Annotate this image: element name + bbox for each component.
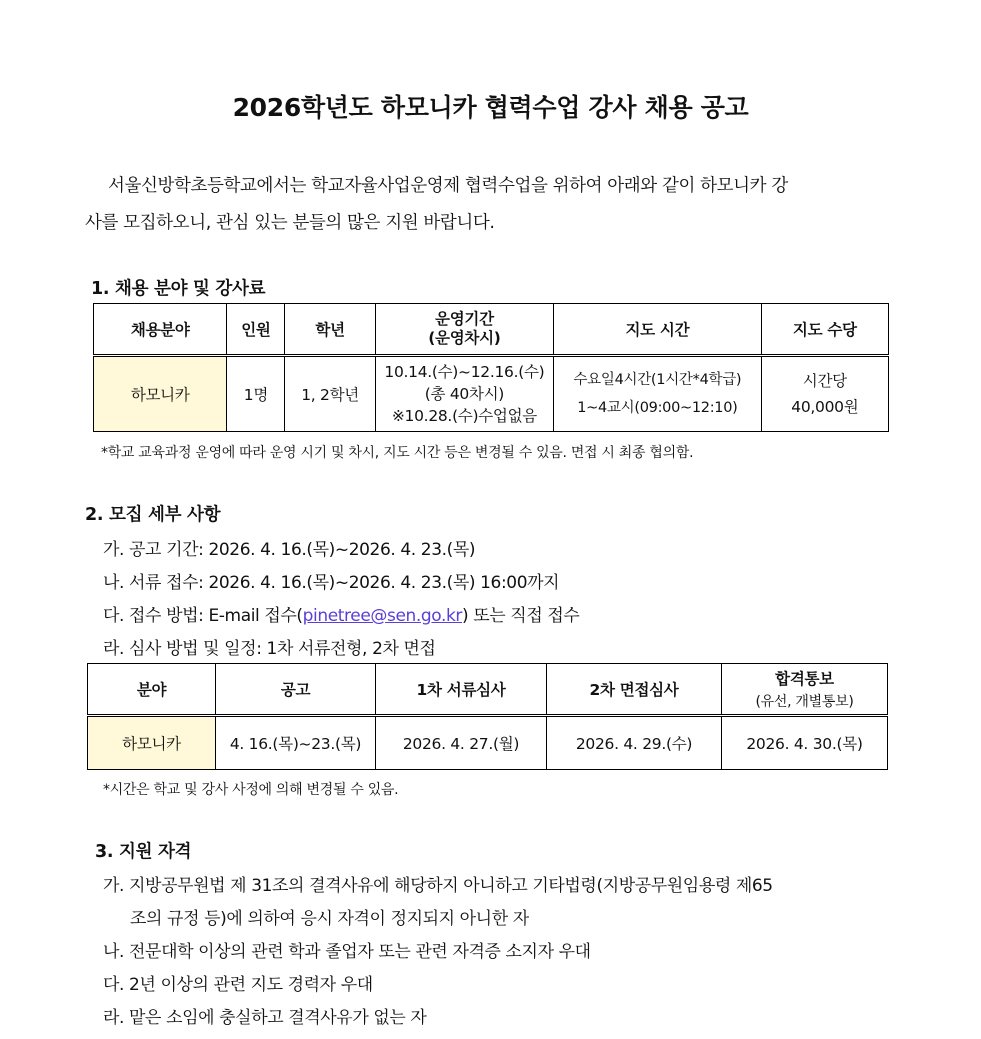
section-2-item-a: 가. 공고 기간: 2026. 4. 16.(목)~2026. 4. 23.(목) <box>103 540 476 560</box>
cell-result: 2026. 4. 30.(목) <box>722 716 888 770</box>
cell-count: 1명 <box>227 356 285 432</box>
cell-time-line2: 1~4교시(09:00~12:10) <box>577 400 738 416</box>
header-result-sub: (유선, 개별통보) <box>755 694 854 710</box>
section-3-heading: 3. 지원 자격 <box>95 842 192 862</box>
header-field: 분야 <box>88 664 216 716</box>
cell-interview: 2026. 4. 29.(수) <box>547 716 722 770</box>
cell-period <box>375 356 553 432</box>
header-grade: 학년 <box>285 304 375 356</box>
table-row <box>88 716 888 770</box>
cell-notice: 4. 16.(목)~23.(목) <box>216 716 376 770</box>
cell-field: 하모니카 <box>88 716 216 770</box>
table-header-row <box>88 664 888 716</box>
section-3-item-a-line2: 조의 규정 등)에 의하여 응시 자격이 정지되지 아니한 자 <box>130 909 529 929</box>
intro-line-1: 서울신방학초등학교에서는 학교자율사업운영제 협력수업을 위하여 아래와 같이 하모니카 강 <box>108 176 788 196</box>
cell-period-line1: 10.14.(수)~12.16.(수) <box>384 363 545 381</box>
cell-period-line3: ※10.28.(수)수업없음 <box>391 407 537 425</box>
header-pay: 지도 수당 <box>761 304 888 356</box>
email-link[interactable]: pinetree@sen.go.kr <box>302 606 463 626</box>
cell-field: 하모니카 <box>94 356 227 432</box>
cell-pay-line2: 40,000원 <box>791 398 859 416</box>
header-period <box>375 304 553 356</box>
table-row <box>94 356 889 432</box>
section-2-item-c <box>103 601 579 626</box>
header-interview: 2차 면접심사 <box>547 664 722 716</box>
table-header-row <box>94 304 889 356</box>
recruit-field-table <box>93 303 889 432</box>
section-2-item-d: 라. 심사 방법 및 일정: 1차 서류전형, 2차 면접 <box>103 639 436 659</box>
header-doc-review: 1차 서류심사 <box>376 664 547 716</box>
header-period-line1: 운영기간 <box>435 310 494 328</box>
cell-grade: 1, 2학년 <box>285 356 375 432</box>
cell-time <box>554 356 762 432</box>
item-c-prefix: 다. 접수 방법: E-mail 접수( <box>103 606 303 626</box>
item-c-suffix: ) 또는 직접 접수 <box>462 606 580 626</box>
header-notice: 공고 <box>216 664 376 716</box>
header-result-label: 합격통보 <box>775 670 834 688</box>
section-3-item-d: 라. 맡은 소임에 충실하고 결격사유가 없는 자 <box>103 1008 427 1028</box>
header-period-line2: (운영차시) <box>428 329 501 347</box>
cell-pay-line1: 시간당 <box>802 372 847 390</box>
section-2-item-b: 나. 서류 접수: 2026. 4. 16.(목)~2026. 4. 23.(목) 16:00까지 <box>103 573 560 593</box>
header-field: 채용분야 <box>94 304 227 356</box>
section-1-note: *학교 교육과정 운영에 따라 운영 시기 및 차시, 지도 시간 등은 변경될 수 있음. 면접 시 최종 협의함. <box>101 445 694 461</box>
cell-doc-review: 2026. 4. 27.(월) <box>376 716 547 770</box>
intro-line-2: 사를 모집하오니, 관심 있는 분들의 많은 지원 바랍니다. <box>85 213 495 233</box>
cell-period-line2: (총 40차시) <box>424 385 505 403</box>
section-1-heading: 1. 채용 분야 및 강사료 <box>91 279 266 299</box>
section-3-item-c: 다. 2년 이상의 관련 지도 경력자 우대 <box>103 975 373 995</box>
schedule-table <box>87 663 888 770</box>
header-count: 인원 <box>227 304 285 356</box>
section-3-item-b: 나. 전문대학 이상의 관련 학과 졸업자 또는 관련 자격증 소지자 우대 <box>103 942 591 962</box>
page-title: 2026학년도 하모니카 협력수업 강사 채용 공고 <box>232 93 749 122</box>
cell-pay <box>761 356 888 432</box>
cell-time-line1: 수요일4시간(1시간*4학급) <box>573 372 742 388</box>
section-3-item-a-line1: 가. 지방공무원법 제 31조의 결격사유에 해당하지 아니하고 기타법령(지방공무원임용령 제65 <box>103 876 773 896</box>
section-2-heading: 2. 모집 세부 사항 <box>85 505 221 525</box>
section-2-note: *시간은 학교 및 강사 사정에 의해 변경될 수 있음. <box>103 782 399 798</box>
header-result <box>722 664 888 716</box>
header-time: 지도 시간 <box>554 304 762 356</box>
